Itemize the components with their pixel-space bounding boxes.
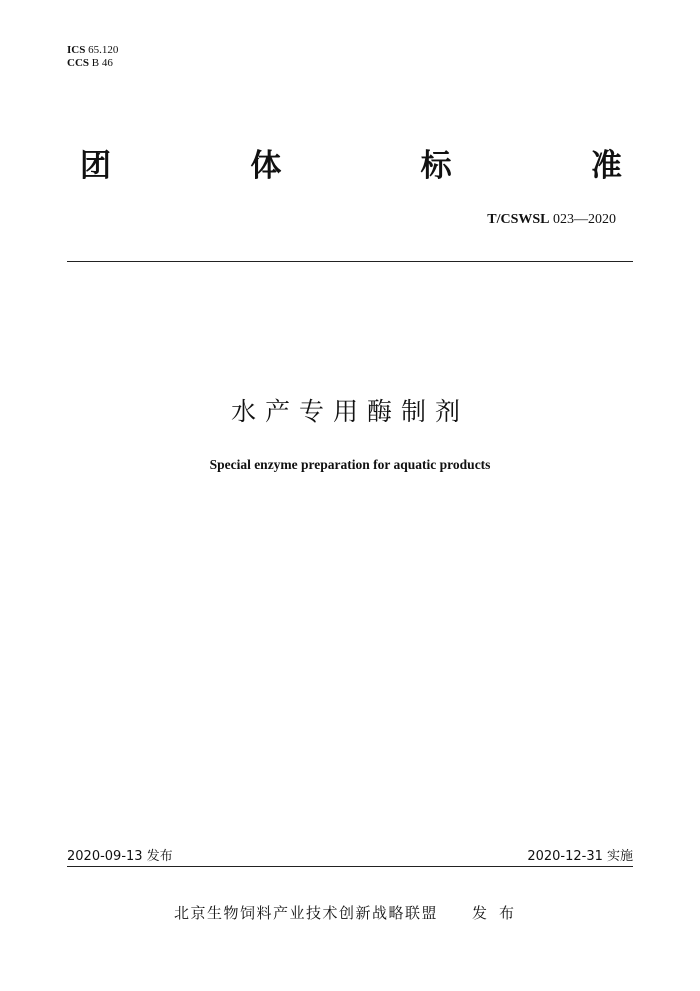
classification-codes <box>67 44 118 70</box>
chinese-title: 水产专用酶制剂 <box>230 397 469 426</box>
publish-date: 2020-09-13 发布 <box>67 849 173 864</box>
ics-code: ICS 65.120 <box>67 44 119 56</box>
english-title: Special enzyme preparation for aquatic products <box>209 457 491 472</box>
standard-type-char: 团 <box>80 148 111 184</box>
standard-type-heading <box>80 140 622 185</box>
footer-divider <box>67 866 633 867</box>
standard-type-char: 体 <box>250 148 282 184</box>
header-divider <box>67 261 633 262</box>
issue-action: 发布 <box>472 904 527 922</box>
implement-date: 2020-12-31 实施 <box>527 849 633 864</box>
issuing-organization: 北京生物饲料产业技术创新战略联盟 <box>173 904 438 922</box>
standard-type-char: 准 <box>590 148 622 184</box>
ccs-code: CCS B 46 <box>67 57 113 69</box>
standard-type-char: 标 <box>420 148 452 184</box>
issuer-line <box>0 902 700 923</box>
standard-number: T/CSWSL 023—2020 <box>487 212 616 227</box>
